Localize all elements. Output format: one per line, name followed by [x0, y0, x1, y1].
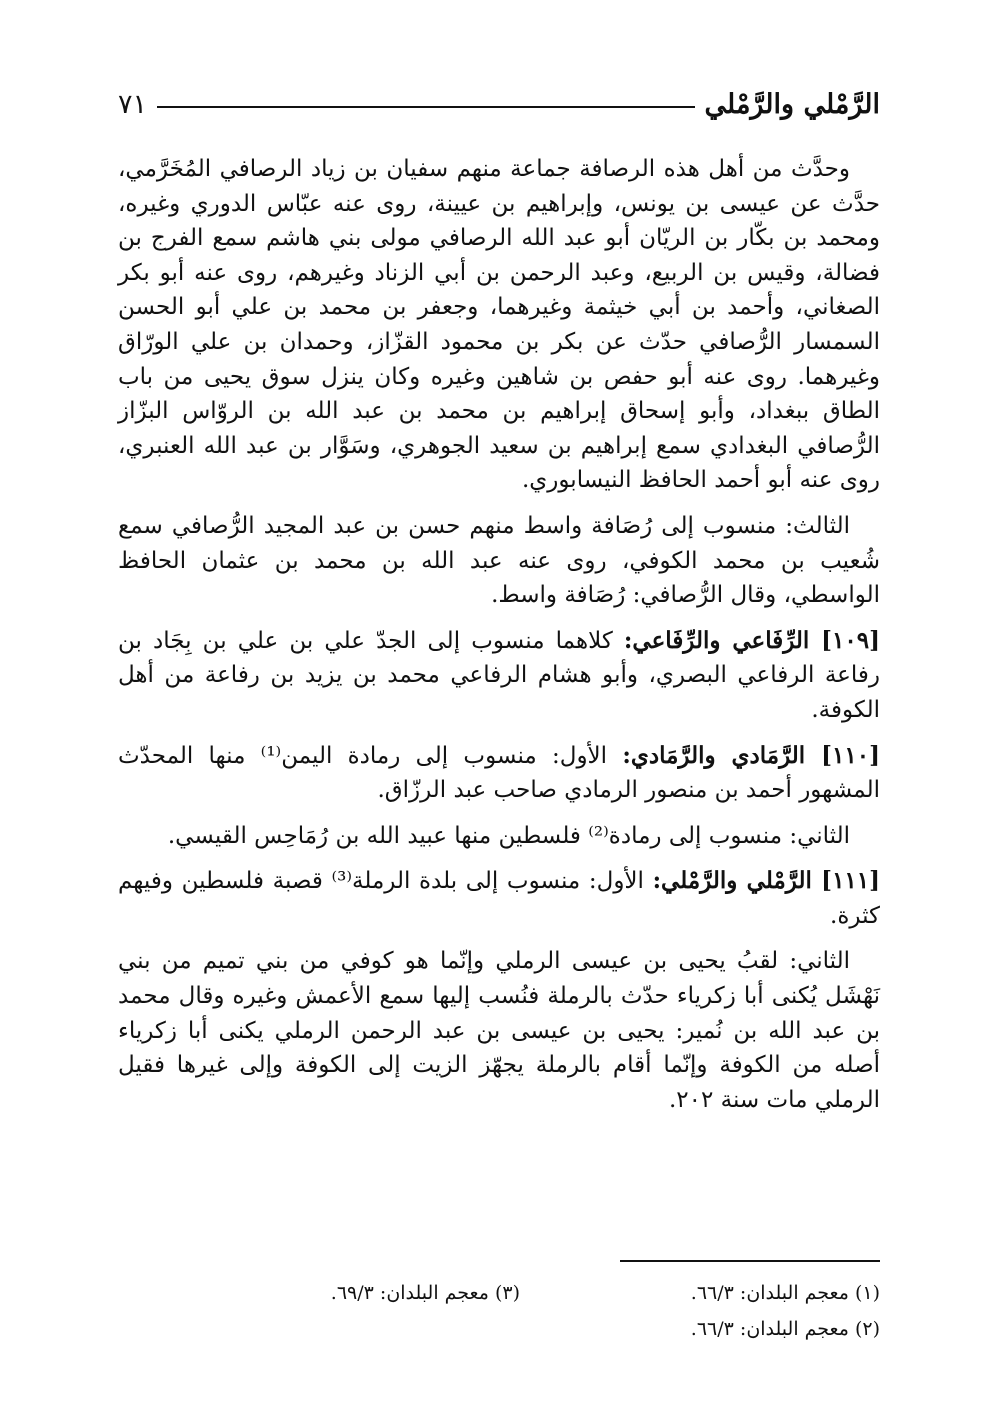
entry-110-text: الأول: منسوب إلى رمادة اليمن⁽¹⁾ منها المحدّث المشهور أحمد بن منصور الرمادي صاحب عبد الرزّاق.	[118, 742, 880, 804]
header-rule	[157, 106, 694, 108]
paragraph-third-rusafa-wasit: الثالث: منسوب إلى رُصَافة واسط منهم حسن بن عبد المجيد الرُّصافي سمع شُعيب بن محمد الكوفي، روى عنه عبد الله بن محمد بن عثمان الحافظ الواسطي، وقال الرُّصافي: رُصَافة واسط.	[118, 512, 880, 609]
entry-110-heading: [١١٠] الرَّمَادي والرَّمَادي:	[622, 741, 880, 769]
page-body	[118, 152, 880, 1128]
page-number: ٧١	[118, 88, 148, 120]
page-header	[118, 84, 880, 124]
entry-109-text: كلاهما منسوب إلى الجدّ علي بن علي بن بِجَاد بن رفاعة الرفاعي البصري، وأبو هشام الرفاعي محمد بن يزيد بن رفاعة من أهل الكوفة.	[118, 627, 880, 723]
footnote-3: (٣) معجم البلدان: ٦٩/٣.	[330, 1282, 520, 1304]
entry-109-heading: [١٠٩] الرِّفَاعي والرِّفَاعي:	[623, 626, 880, 654]
entry-110	[118, 739, 880, 808]
paragraph-entry-111-second: الثاني: لقبُ يحيى بن عيسى الرملي وإنّما هو كوفي من بني تميم من بني نَهْشَل يُكنى أبا زكرياء حدّث بالرملة فنُسب إليها سمع الأعمش وغيره وقال محمد بن عبد الله بن نُمير: يحيى بن عيسى بن عبد الرحمن الرملي يكنى أبا زكرياء أصله من الكوفة وإنّما أقام بالرملة يجهّز الزيت إلى الكوفة وإلى غيرها فقيل الرملي مات سنة ٢٠٢.	[118, 948, 880, 1113]
paragraph-entry-110-second: الثاني: منسوب إلى رمادة⁽²⁾ فلسطين منها عبيد الله بن رُمَاحِس القيسي.	[167, 822, 850, 849]
footnote-1: (١) معجم البلدان: ٦٦/٣.	[690, 1282, 880, 1304]
footnote-rule	[620, 1260, 880, 1262]
entry-111-heading: [١١١] الرَّمْلي والرَّمْلي:	[652, 867, 881, 895]
footnote-2: (٢) معجم البلدان: ٦٦/٣.	[690, 1318, 880, 1340]
entry-109	[118, 624, 880, 728]
paragraph-rusafa-people: وحدَّث من أهل هذه الرصافة جماعة منهم سفيان بن زياد الرصافي المُخَرَّمي، حدَّث عن عيسى بن يونس، وإبراهيم بن عيينة، روى عنه عبّاس الدوري وغيره، ومحمد بن بكّار بن الريّان أبو عبد الله الرصافي مولى بني هاشم سمع الفرج بن فضالة، وقيس بن الربيع، وعبد الرحمن بن أبي الزناد وغيرهم، روى عنه أبو بكر الصغاني، وأحمد بن أبي خيثمة وغيرهما، وجعفر بن محمد بن علي أبو الحسن السمسار الرُّصافي حدّث عن بكر بن محمود القزّاز، وحمدان بن علي الورّاق وغيرهما. روى عنه أبو حفص بن شاهين وغيره وكان ينزل سوق يحيى من باب الطاق ببغداد، وأبو إسحاق إبراهيم بن محمد بن عبد الله بن الروّاس البزّاز الرُّصافي البغدادي سمع إبراهيم بن سعيد الجوهري، وسَوَّار بن عبد الله العنبري، روى عنه أبو أحمد الحافظ النيسابوري.	[118, 156, 880, 494]
running-title: الرَّمْلي والرَّمْلي	[704, 88, 880, 120]
entry-111	[118, 864, 880, 933]
entry-111-text: الأول: منسوب إلى بلدة الرملة⁽³⁾ قصبة فلسطين وفيهم كثرة.	[118, 868, 880, 929]
